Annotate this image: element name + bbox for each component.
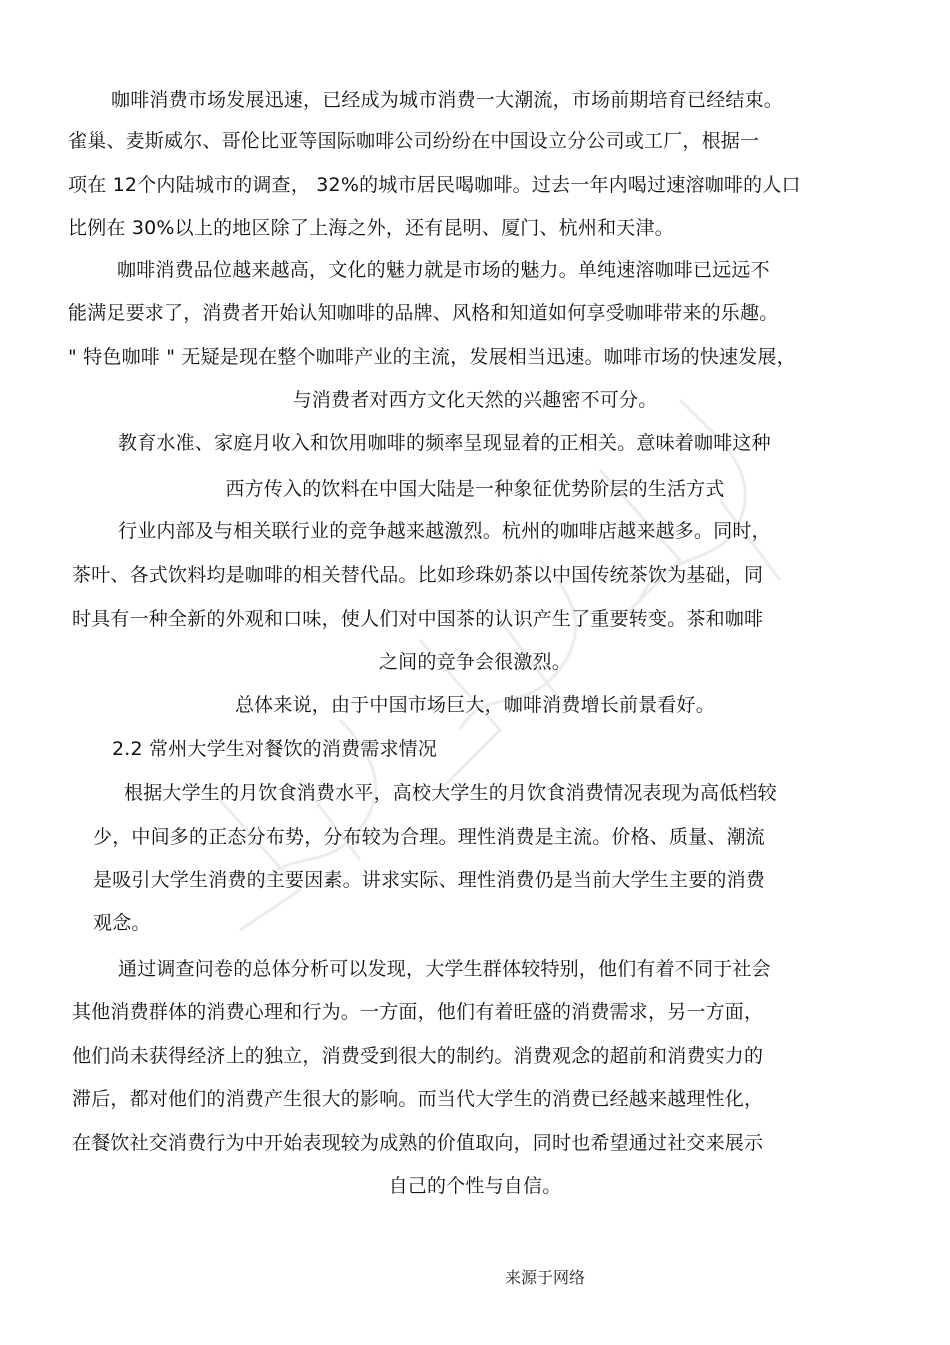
paragraph-3-line-2: 西方传入的饮料在中国大陆是一种象征优势阶层的生活方式: [225, 478, 725, 500]
paragraph-3-line-1: 教育水准、家庭月收入和饮用咖啡的频率呈现显着的正相关。意味着咖啡这种: [118, 432, 771, 454]
paragraph-4-line-3: 时具有一种全新的外观和口味，使人们对中国茶的认识产生了重要转变。茶和咖啡: [72, 608, 764, 630]
paragraph-6-line-3: 是吸引大学生消费的主要因素。讲求实际、理性消费仍是当前大学生主要的消费: [93, 869, 766, 891]
paragraph-6-line-2: 少，中间多的正态分布势，分布较为合理。理性消费是主流。价格、质量、潮流: [93, 826, 766, 848]
paragraph-5-line-1: 总体来说，由于中国市场巨大，咖啡消费增长前景看好。: [234, 694, 715, 716]
section-heading: 2.2 常州大学生对餐饮的消费需求情况: [112, 738, 438, 760]
paragraph-7-line-1: 通过调查问卷的总体分析可以发现，大学生群体较特别，他们有着不同于社会: [118, 958, 771, 980]
paragraph-2-line-3: " 特色咖啡 " 无疑是现在整个咖啡产业的主流，发展相当迅速。咖啡市场的快速发展，: [68, 346, 796, 368]
paragraph-7-line-6: 自己的个性与自信。: [388, 1175, 562, 1197]
paragraph-6-line-1: 根据大学生的月饮食消费水平，高校大学生的月饮食消费情况表现为高低档较: [124, 782, 777, 804]
paragraph-1-line-3: 项在 12个内陆城市的调查， 32%的城市居民喝咖啡。过去一年内喝过速溶咖啡的人口: [68, 174, 801, 196]
paragraph-4-line-2: 茶叶、各式饮料均是咖啡的相关替代品。比如珍珠奶茶以中国传统茶饮为基础，同: [72, 564, 764, 586]
paragraph-2-line-4: 与消费者对西方文化天然的兴趣密不可分。: [292, 389, 658, 411]
paragraph-7-line-4: 滞后，都对他们的消费产生很大的影响。而当代大学生的消费已经越来越理性化，: [72, 1088, 764, 1110]
paragraph-7-line-5: 在餐饮社交消费行为中开始表现较为成熟的价值取向，同时也希望通过社交来展示: [72, 1132, 764, 1154]
paragraph-7-line-3: 他们尚未获得经济上的独立，消费受到很大的制约。消费观念的超前和消费实力的: [72, 1045, 764, 1067]
paragraph-1-line-1: 咖啡消费市场发展迅速，已经成为城市消费一大潮流，市场前期培育已经结束。: [111, 89, 784, 111]
paragraph-1-line-4: 比例在 30%以上的地区除了上海之外，还有昆明、厦门、杭州和天津。: [68, 217, 674, 239]
paragraph-2-line-1: 咖啡消费品位越来越高，文化的魅力就是市场的魅力。单纯速溶咖啡已远远不: [117, 259, 770, 281]
paragraph-2-line-2: 能满足要求了，消费者开始认知咖啡的品牌、风格和知道如何享受咖啡带来的乐趣。: [68, 302, 779, 324]
paragraph-6-line-4: 观念。: [93, 912, 151, 934]
page-footer: 来源于网络: [504, 1268, 585, 1287]
paragraph-4-line-1: 行业内部及与相关联行业的竞争越来越激烈。杭州的咖啡店越来越多。同时，: [118, 520, 771, 542]
paragraph-1-line-2: 雀巢、麦斯威尔、哥伦比亚等国际咖啡公司纷纷在中国设立分公司或工厂，根据一: [68, 130, 760, 152]
paragraph-7-line-2: 其他消费群体的消费心理和行为。一方面，他们有着旺盛的消费需求，另一方面，: [72, 1001, 764, 1023]
paragraph-4-line-4: 之间的竞争会很激烈。: [378, 651, 571, 673]
